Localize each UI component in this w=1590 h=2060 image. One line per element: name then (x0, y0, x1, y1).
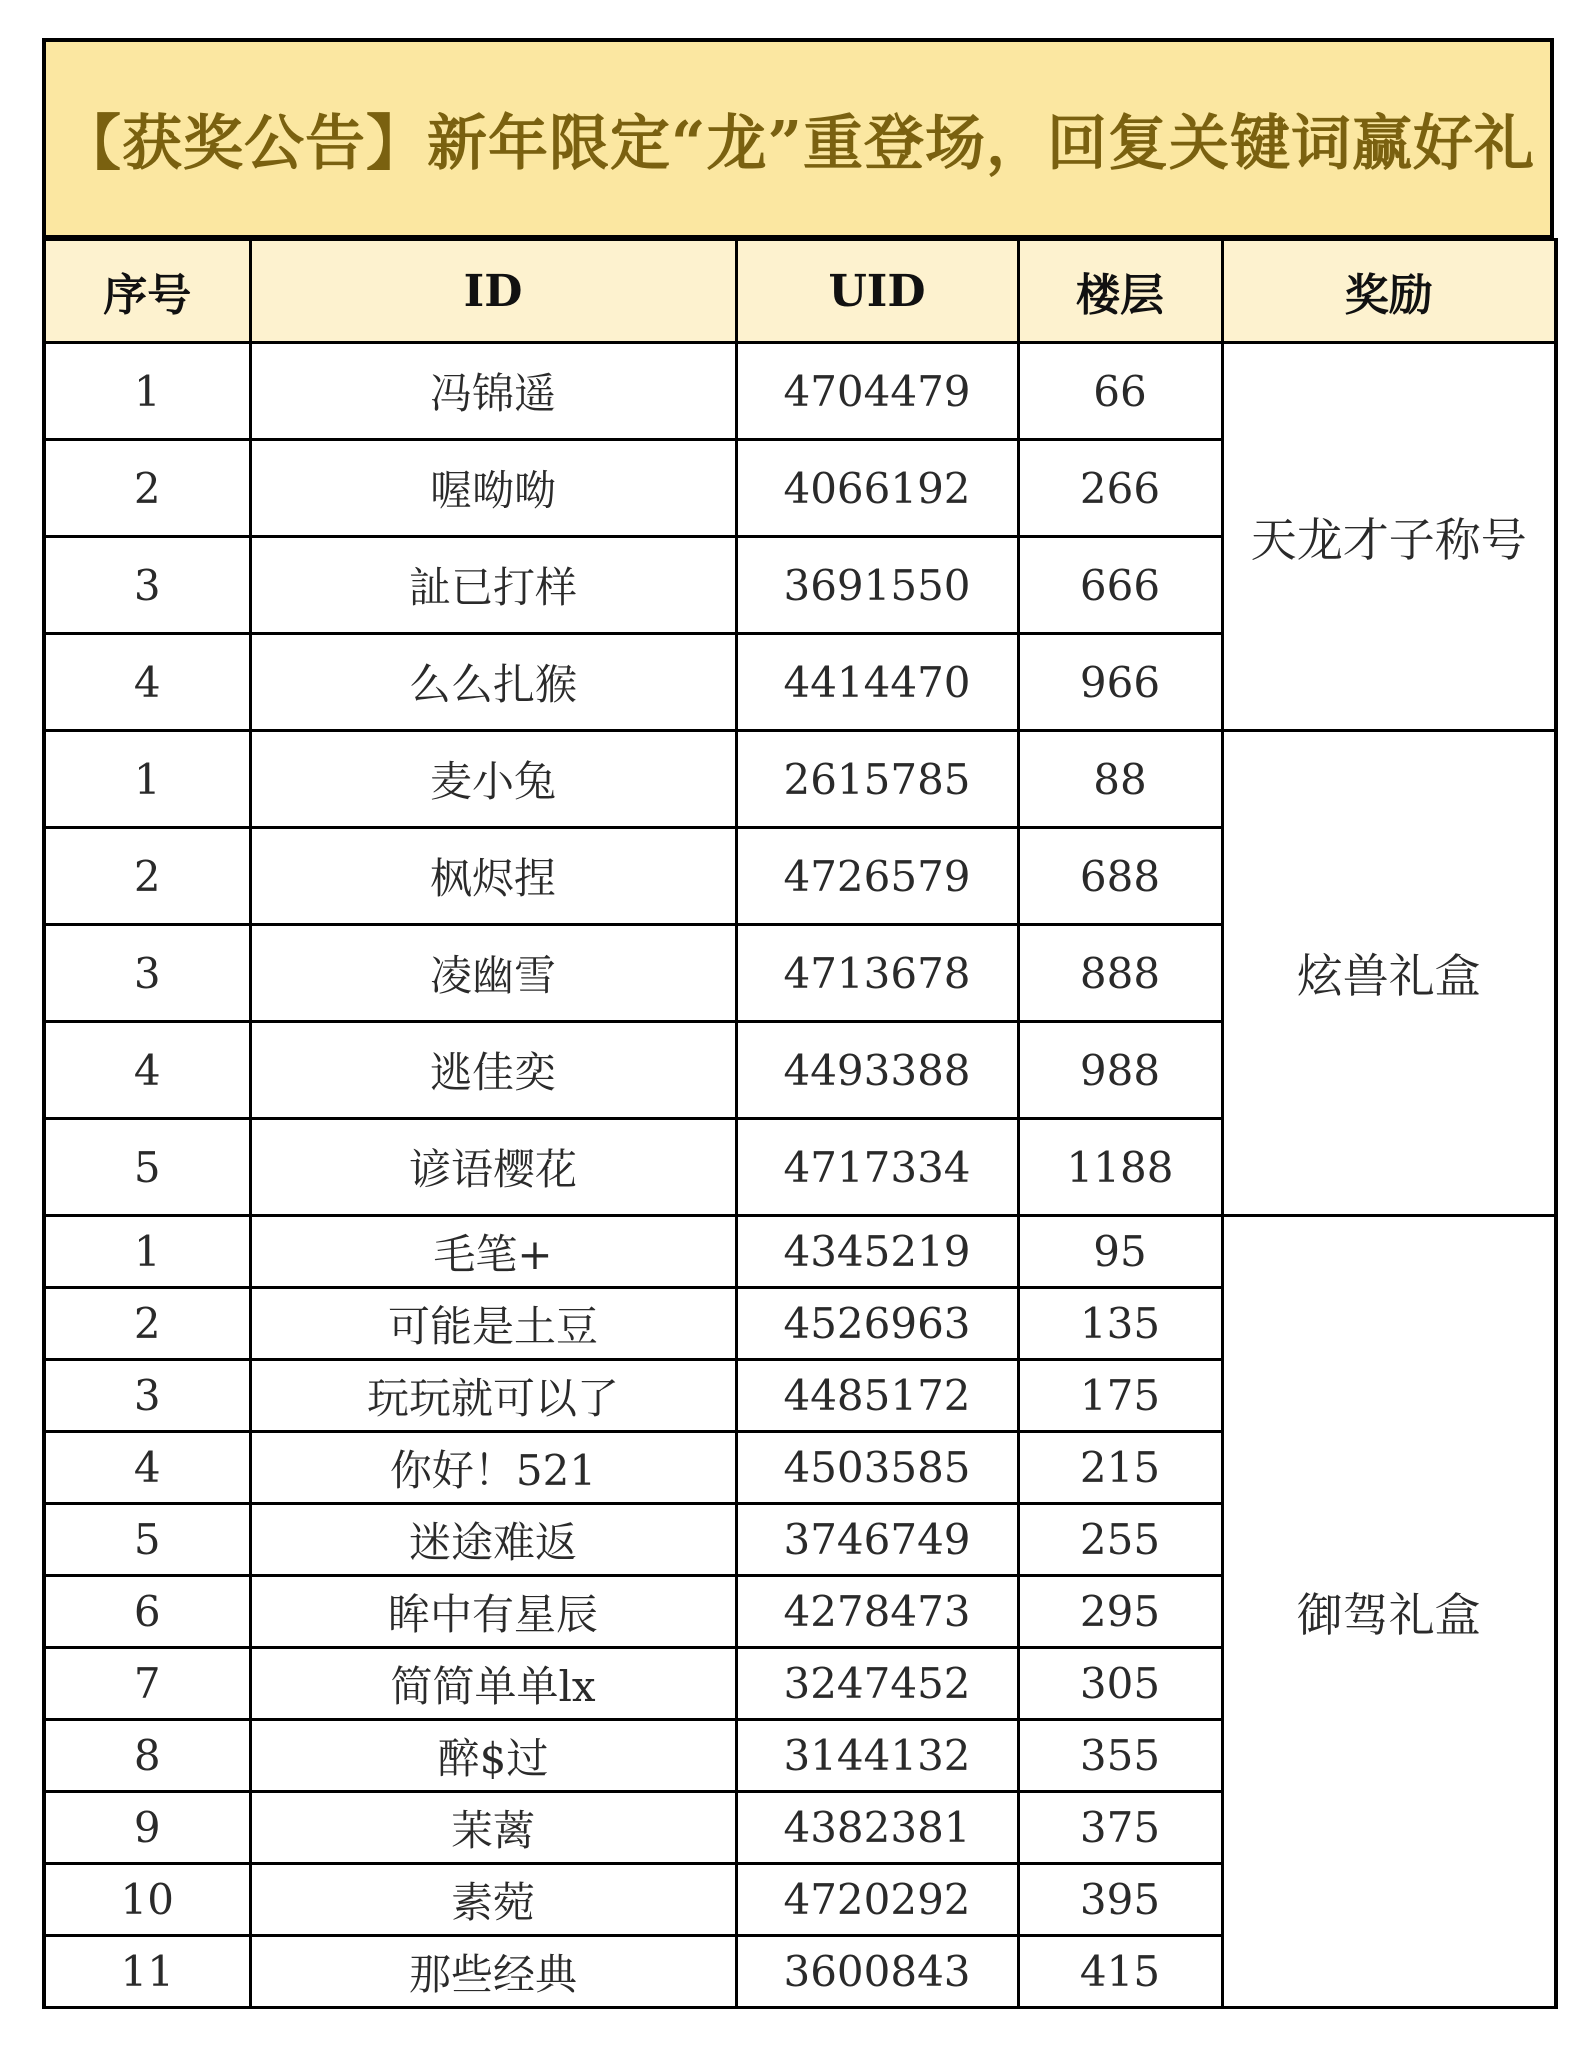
cell-index: 5 (44, 1504, 250, 1576)
cell-index: 5 (44, 1119, 250, 1216)
cell-uid: 4726579 (736, 828, 1018, 925)
cell-index: 10 (44, 1864, 250, 1936)
cell-uid: 4278473 (736, 1576, 1018, 1648)
cell-uid: 4066192 (736, 440, 1018, 537)
cell-index: 4 (44, 1022, 250, 1119)
cell-uid: 4717334 (736, 1119, 1018, 1216)
cell-floor: 688 (1018, 828, 1222, 925)
cell-floor: 375 (1018, 1792, 1222, 1864)
cell-floor: 355 (1018, 1720, 1222, 1792)
winners-table (42, 238, 1558, 2009)
cell-index: 7 (44, 1648, 250, 1720)
cell-floor: 88 (1018, 731, 1222, 828)
cell-floor: 305 (1018, 1648, 1222, 1720)
table-row (44, 1216, 1556, 1288)
cell-uid: 4485172 (736, 1360, 1018, 1432)
cell-uid: 4345219 (736, 1216, 1018, 1288)
cell-uid: 3144132 (736, 1720, 1018, 1792)
cell-id: 迷途难返 (250, 1504, 736, 1576)
cell-id: 那些经典 (250, 1936, 736, 2008)
cell-floor: 966 (1018, 634, 1222, 731)
cell-uid: 4704479 (736, 343, 1018, 440)
cell-index: 3 (44, 537, 250, 634)
cell-reward: 炫兽礼盒 (1222, 731, 1556, 1216)
cell-id: 冯锦遥 (250, 343, 736, 440)
cell-uid: 4713678 (736, 925, 1018, 1022)
cell-index: 1 (44, 1216, 250, 1288)
cell-index: 1 (44, 731, 250, 828)
cell-reward: 御驾礼盒 (1222, 1216, 1556, 2008)
cell-index: 4 (44, 1432, 250, 1504)
cell-uid: 4526963 (736, 1288, 1018, 1360)
cell-floor: 415 (1018, 1936, 1222, 2008)
cell-index: 3 (44, 1360, 250, 1432)
announcement-title: 【获奖公告】新年限定“龙”重登场，回复关键词赢好礼 (42, 38, 1554, 238)
cell-uid: 4382381 (736, 1792, 1018, 1864)
cell-uid: 4503585 (736, 1432, 1018, 1504)
cell-index: 4 (44, 634, 250, 731)
cell-index: 2 (44, 828, 250, 925)
cell-floor: 215 (1018, 1432, 1222, 1504)
cell-id: 可能是土豆 (250, 1288, 736, 1360)
cell-id: 逃佳奕 (250, 1022, 736, 1119)
cell-floor: 295 (1018, 1576, 1222, 1648)
cell-floor: 95 (1018, 1216, 1222, 1288)
cell-id: 眸中有星辰 (250, 1576, 736, 1648)
cell-id: 么么扎猴 (250, 634, 736, 731)
cell-id: 毛笔+ (250, 1216, 736, 1288)
cell-index: 9 (44, 1792, 250, 1864)
cell-floor: 266 (1018, 440, 1222, 537)
header-index: 序号 (44, 240, 250, 343)
cell-id: 凌幽雪 (250, 925, 736, 1022)
cell-index: 2 (44, 1288, 250, 1360)
cell-floor: 66 (1018, 343, 1222, 440)
cell-floor: 1188 (1018, 1119, 1222, 1216)
cell-id: 素菀 (250, 1864, 736, 1936)
table-body (44, 343, 1556, 2008)
cell-floor: 255 (1018, 1504, 1222, 1576)
cell-uid: 4493388 (736, 1022, 1018, 1119)
cell-uid: 3691550 (736, 537, 1018, 634)
cell-id: 麦小兔 (250, 731, 736, 828)
cell-uid: 3600843 (736, 1936, 1018, 2008)
header-id: ID (250, 240, 736, 343)
cell-uid: 4720292 (736, 1864, 1018, 1936)
cell-floor: 395 (1018, 1864, 1222, 1936)
cell-id: 玩玩就可以了 (250, 1360, 736, 1432)
cell-id: 醉$过 (250, 1720, 736, 1792)
cell-id: 喔呦呦 (250, 440, 736, 537)
announcement-sheet (42, 38, 1554, 2009)
cell-floor: 888 (1018, 925, 1222, 1022)
cell-id: 简简单单lx (250, 1648, 736, 1720)
cell-id: 你好！521 (250, 1432, 736, 1504)
cell-id: 枫烬捏 (250, 828, 736, 925)
cell-index: 8 (44, 1720, 250, 1792)
table-row (44, 343, 1556, 440)
cell-index: 11 (44, 1936, 250, 2008)
cell-index: 3 (44, 925, 250, 1022)
header-row (44, 240, 1556, 343)
header-uid: UID (736, 240, 1018, 343)
header-floor: 楼层 (1018, 240, 1222, 343)
cell-index: 1 (44, 343, 250, 440)
cell-floor: 135 (1018, 1288, 1222, 1360)
cell-uid: 3247452 (736, 1648, 1018, 1720)
cell-reward: 天龙才子称号 (1222, 343, 1556, 731)
cell-uid: 3746749 (736, 1504, 1018, 1576)
cell-index: 2 (44, 440, 250, 537)
cell-id: 訨已打样 (250, 537, 736, 634)
cell-floor: 666 (1018, 537, 1222, 634)
cell-floor: 988 (1018, 1022, 1222, 1119)
cell-id: 茉蓠 (250, 1792, 736, 1864)
cell-floor: 175 (1018, 1360, 1222, 1432)
cell-uid: 4414470 (736, 634, 1018, 731)
cell-index: 6 (44, 1576, 250, 1648)
cell-uid: 2615785 (736, 731, 1018, 828)
cell-id: 谚语樱花 (250, 1119, 736, 1216)
table-row (44, 731, 1556, 828)
header-reward: 奖励 (1222, 240, 1556, 343)
